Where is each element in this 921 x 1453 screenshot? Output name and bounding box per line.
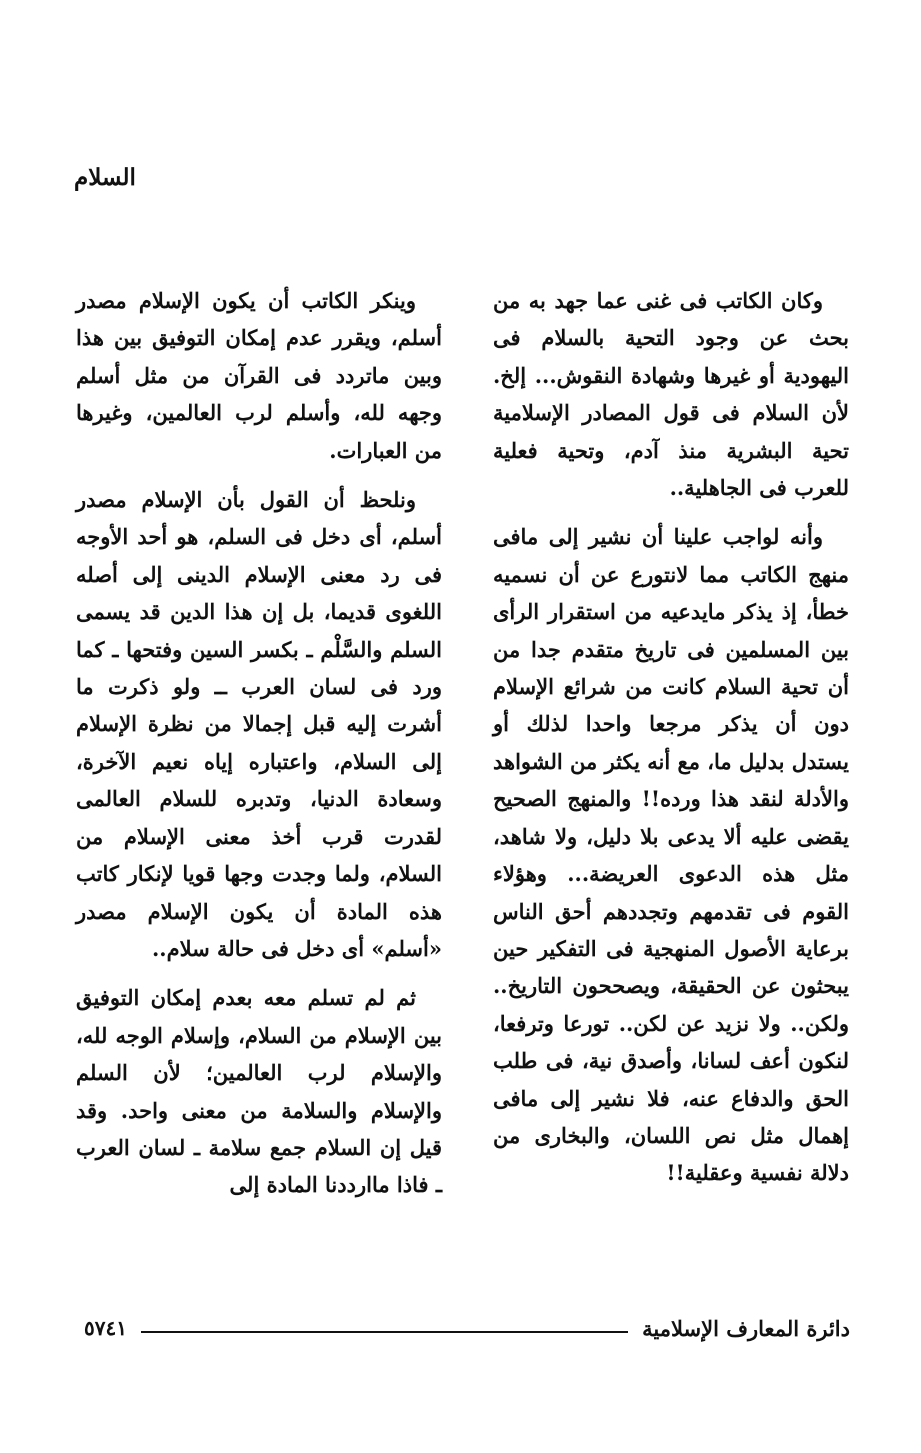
page-footer: [84, 1312, 850, 1344]
paragraph: ثم لم تسلم معه بعدم إمكان التوفيق بين الإسلام من السلام، وإسلام الوجه لله، والإسلام لرب العالمين؛ لأن السلم والإسلام والسلامة من معنى واحد. وقد قيل إن السلام جمع سلامة ـ لسان العرب ـ فاذا ماارددنا المادة إلى: [76, 985, 442, 1198]
footer-divider: [141, 1331, 628, 1333]
running-head-title: السلام: [74, 164, 136, 191]
left-column: [76, 282, 442, 1216]
paragraph: وكان الكاتب فى غنى عما جهد به من بحث عن وجود التحية بالسلام فى اليهودية أو غيرها وشهادة النقوش... إلخ. لأن السلام فى قول المصادر الإسلامية تحية البشرية منذ آدم، وتحية فعلية للعرب فى الجاهلية..: [493, 288, 849, 501]
paragraph: وأنه لواجب علينا أن نشير إلى مافى منهج الكاتب مما لانتورع عن أن نسميه خطأ، إذ يذكر مايدعيه من استقرار الرأى بين المسلمين فى تاريخ متقدم جدا من أن تحية السلام كانت من شرائع الإسلام دون أن يذكر مرجعا واحدا لذلك أو يستدل بدليل ما، مع أنه يكثر من الشواهد والأدلة لنقد هذا ورده!! والمنهج الصحيح يقضى عليه ألا يدعى بلا دليل، ولا شاهد، مثل هذه الدعوى العريضة... وهؤلاء القوم فى تقدمهم وتجددهم أحق الناس برعاية الأصول المنهجية فى التفكير حين يبحثون عن الحقيقة، ويصححون التاريخ.. ولكن.. ولا نزيد عن لكن.. تورعا وترفعا، لنكون أعف لسانا، وأصدق نية، فى طلب الحق والدفاع عنه، فلا نشير إلى مافى إهمال مثل نص اللسان، والبخارى من دلالة نفسية وعقلية!!: [492, 524, 849, 1186]
page-number: ٥٧٤١: [84, 1316, 127, 1340]
paragraph: وينكر الكاتب أن يكون الإسلام مصدر أسلم، ويقرر عدم إمكان التوفيق بين هذا وبين ماتردد فى القرآن من مثل أسلم وجهه لله، وأسلم لرب العالمين، وغيرها من العبارات.: [76, 288, 442, 463]
footer-encyclopedia-title: دائرة المعارف الإسلامية: [642, 1315, 850, 1341]
paragraph: ونلحظ أن القول بأن الإسلام مصدر أسلم، أى دخل فى السلم، هو أحد الأوجه فى رد معنى الإسلام الدينى إلى أصله اللغوى قديما، بل إن هذا الدين قد يسمى السلم والسَّلْم ـ بكسر السين وفتحها ـ كما ورد فى لسان العرب ــ ولو ذكرت ما أشرت إليه قبل إجمالا من نظرة الإسلام إلى السلام، واعتباره إياه نعيم الآخرة، وسعادة الدنيا، وتدبره للسلام العالمى لقدرت قرب أخذ معنى الإسلام من السلام، ولما وجدت وجها قويا لإنكار كاتب هذه المادة أن يكون الإسلام مصدر «أسلم» أى دخل فى حالة سلام..: [76, 487, 442, 961]
right-column: [493, 282, 849, 1204]
